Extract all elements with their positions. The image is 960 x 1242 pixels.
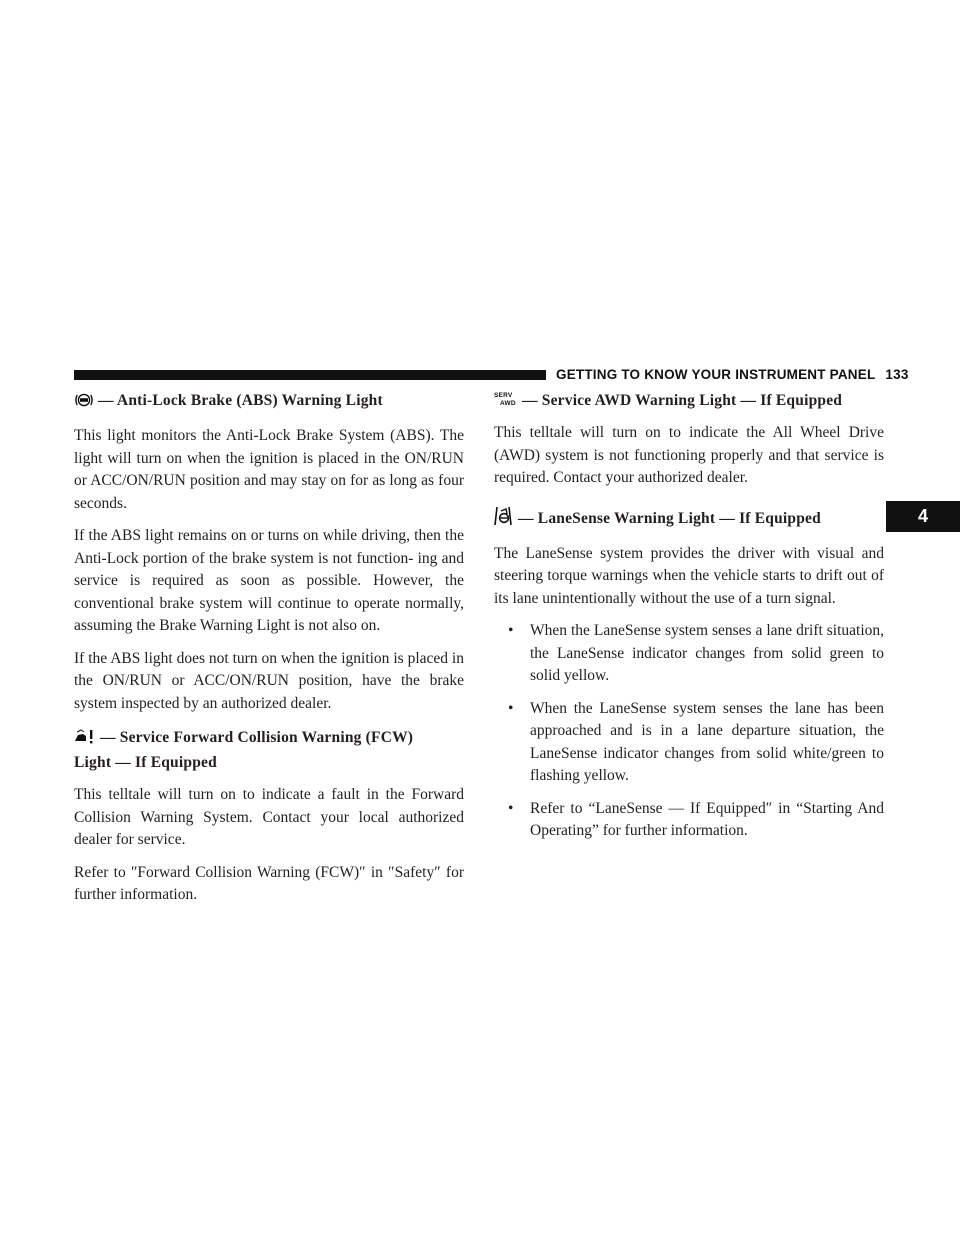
fcw-heading-line1: — Service Forward Collision Warning (FCW): [100, 729, 414, 746]
left-column: [74, 390, 464, 917]
header-title: GETTING TO KNOW YOUR INSTRUMENT PANEL: [556, 367, 876, 382]
bullet-glyph: •: [508, 622, 514, 639]
fcw-heading: [74, 727, 464, 774]
abs-paragraph-1: This light monitors the Anti-Lock Brake System (ABS). The light will turn on when the ignition is placed in the ON/RUN or ACC/ON/RUN position and may stay on for as long as four seconds.: [74, 427, 464, 512]
fcw-section: [74, 727, 464, 907]
fcw-warning-icon: [74, 729, 96, 752]
page-number: 133: [885, 367, 909, 382]
fcw-heading-line2: Light — If Equipped: [74, 754, 217, 771]
bullet-glyph: •: [508, 699, 514, 717]
abs-heading: [74, 390, 464, 415]
list-item-text: When the LaneSense system senses the lane has been approached and is in a lane departure situation, the LaneSense indicator changes from solid white/green to flashing yellow.: [530, 699, 884, 784]
right-column: [494, 390, 884, 853]
lanesense-heading: [494, 506, 884, 533]
running-header: [556, 366, 909, 384]
lanesense-bullet-list: [494, 620, 884, 843]
bullet-glyph: •: [508, 799, 514, 817]
awd-heading-text: — Service AWD Warning Light — If Equipped: [522, 392, 843, 409]
list-item: [494, 698, 884, 788]
list-item-text: When the LaneSense system senses a lane drift situation, the LaneSense indicator changes from solid green to solid yellow.: [530, 622, 884, 684]
abs-warning-icon: [74, 392, 94, 415]
serv-awd-icon: [494, 391, 518, 409]
fcw-paragraph-1: This telltale will turn on to indicate a fault in the Forward Collision Warning System. Contact your local authorized dealer for service.: [74, 786, 464, 848]
list-item: [494, 798, 884, 843]
abs-section: [74, 390, 464, 715]
chapter-tab: 4: [886, 501, 960, 532]
abs-paragraph-3: If the ABS light does not turn on when the ignition is placed in the ON/RUN or ACC/ON/RUN position, have the brake system inspected by an authorized dealer.: [74, 649, 464, 712]
list-item: [494, 620, 884, 688]
awd-section: [494, 390, 884, 490]
abs-paragraph-2: If the ABS light remains on or turns on while driving, then the Anti-Lock portion of the brake system is not function- ing and service is required as soon as possible. However, the conventional brake system will continue to operate normally, assuming the Brake Warning Light is not also on.: [74, 527, 464, 634]
list-item-text: Refer to “LaneSense — If Equipped″ in “Starting And Operating” for further information.: [530, 799, 884, 839]
awd-paragraph: This telltale will turn on to indicate the All Wheel Drive (AWD) system is not functioning properly and that service is required. Contact your authorized dealer.: [494, 424, 884, 486]
fcw-paragraph-2: Refer to ″Forward Collision Warning (FCW)″ in ″Safety″ for further information.: [74, 863, 464, 903]
lanesense-icon: [494, 506, 514, 533]
lanesense-paragraph: The LaneSense system provides the driver with visual and steering torque warnings when the vehicle starts to drift out of its lane unintentionally without the use of a turn signal.: [494, 544, 884, 607]
lanesense-section: [494, 506, 884, 843]
serv-awd-icon-top: SERV: [494, 392, 513, 399]
abs-heading-text: — Anti-Lock Brake (ABS) Warning Light: [98, 392, 383, 409]
awd-heading: [494, 390, 884, 412]
serv-awd-icon-bottom: AWD: [500, 400, 516, 407]
lanesense-heading-text: — LaneSense Warning Light — If Equipped: [518, 509, 821, 527]
header-rule: [74, 370, 546, 380]
